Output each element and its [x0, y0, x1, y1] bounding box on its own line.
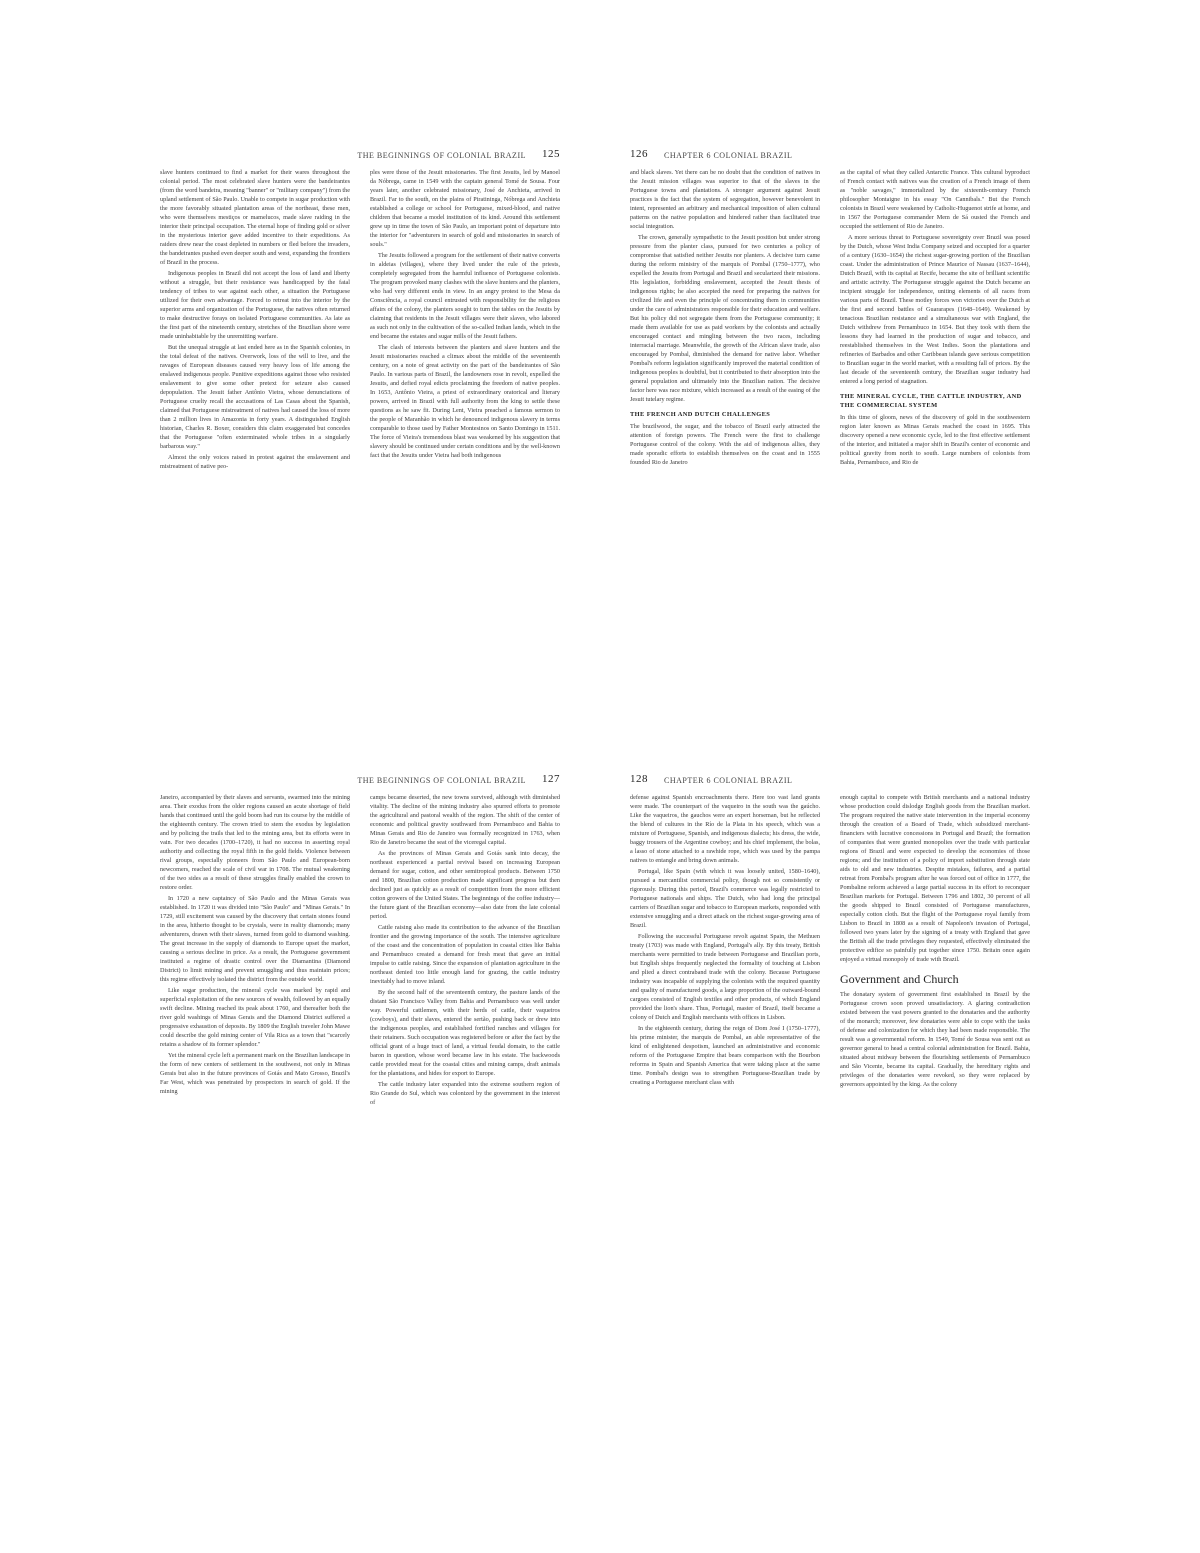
paragraph: In 1720 a new captaincy of São Paulo and the Minas Gerais was established. In 1720 it was divided into "São Paulo" and "Minas Gerais." In 1729, still excitement was caused by the discovery that certain stones found in the area, hitherto thought to be crystals, were in reality diamonds; many adventurers, drawn with their slaves, turned from gold to diamond washing. The great increase in the supply of diamonds to Europe upset the market, causing a serious decline in price. As a result, the Portuguese government instituted a regime of drastic control over the Diamantina (Diamond District) to limit mining and prevent smuggling and thus maintain prices; this regime effectively isolated the district from the outside world.: [160, 895, 350, 983]
paragraph: slave hunters continued to find a market for their wares throughout the colonial period. The most celebrated slave hunters were the bandeirantes (from the word bandeira, meaning "banner" or "military company") from the upland settlement of São Paulo. Unable to compete in sugar production with the more favorably situated plantation areas of the northeast, these men, who were themselves mestiços or mamelucos, made slave raiding in the interior their principal occupation. The eternal hope of finding gold or silver in the mysterious interior gave added incentive to their expeditions. As raiders drew near the coast depleted in numbers or fled before the invaders, the bandeirantes pushed even deeper south and west, expanding the frontiers of Brazil in the process.: [160, 169, 350, 266]
paragraph: The brazilwood, the sugar, and the tobacco of Brazil early attracted the attention of foreign powers. The French were the first to challenge Portuguese control of the colony. With the aid of indigenous allies, they made sporadic efforts to establish themselves on the coast and in 1555 founded Rio de Janeiro: [630, 423, 820, 466]
running-head-title: CHAPTER 6 COLONIAL BRAZIL: [664, 776, 793, 785]
column-left: [160, 168, 350, 758]
paragraph: Janeiro, accompanied by their slaves and servants, swarmed into the mining area. Their exodus from the older regions caused an acute shortage of field hands that continued until the gold boom had run its course by the middle of the eighteenth century. The crown tried to stem the exodus by legislation and by policing the trails that led to the mining area, but its efforts were in vain. For two decades (1700–1720), it had no success in asserting royal authority and collecting the royal fifth in the gold fields. Violence between rival groups, especially pioneers from São Paulo and European-born newcomers, reached the scale of civil war in 1708. The mutual weakening of the two sides as a result of these struggles finally enabled the crown to restore order.: [160, 794, 350, 891]
column-right: [840, 168, 1030, 758]
paragraph: Following the successful Portuguese revolt against Spain, the Methuen treaty (1703) was made with England, Portugal's ally. By this treaty, British merchants were permitted to trade between Portuguese and Brazilian ports, but English ships frequently neglected the formality of touching at Lisbon and plied a direct contraband trade with the colony. Because Portuguese industry was incapable of supplying the colonists with the required quantity and quality of manufactured goods, a large proportion of the outward-bound cargoes consisted of English textiles and other products, of which England provided the lion's share. Thus, Portugal, master of Brazil, itself became a colony of Dutch and English merchants with offices in Lisbon.: [630, 933, 820, 1021]
paragraph: defense against Spanish encroachments there. Here too vast land grants were made. The counterpart of the vaqueiro in the south was the gaúcho. Like the vaqueiros, the gauchos were an expert horseman, but he reflected the blend of cultures in the Río de la Plata in his speech, which was a mixture of Portuguese, Spanish, and indigenous dialects; his dress, the wide, baggy trousers of the Argentine cowboy; and his chief implement, the bolas, a lasso of stone attached to a rawhide rope, which was used by the pampa natives to entangle and bring down animals.: [630, 794, 820, 864]
page-125: [160, 150, 560, 760]
paragraph: By the second half of the seventeenth century, the pasture lands of the distant São Francisco Valley from Bahia and Pernambuco was well under way. Powerful cattlemen, with their herds of cattle, their vaqueiros (cowboys), and their slaves, entered the sertão, pushing back or drew into the indigenous peoples, and established fortified ranches and villages for their retainers. Such occupation was registered before or after the fact by the official grant of a huge tract of land, a virtual feudal domain, to the cattle baron in question, whose word became law in his estate. The backwoods cattle provided meat for the coastal cities and mining camps, draft animals for the plantations, and hides for export to Europe.: [370, 989, 560, 1077]
running-head-title: CHAPTER 6 COLONIAL BRAZIL: [664, 151, 793, 160]
paragraph: Portugal, like Spain (with which it was loosely united, 1580–1640), pursued a mercantilist commercial policy, though not so consistently or rigorously. During this period, Brazil's commerce was legally restricted to Portuguese nationals and ships. The Dutch, who had long the principal carriers of Brazilian sugar and tobacco to European markets, responded with extensive smuggling and a direct attack on the richest sugar-growing area of Brazil.: [630, 868, 820, 929]
paragraph: The clash of interests between the planters and slave hunters and the Jesuit missionaries reached a climax about the middle of the seventeenth century, on a note of great activity on the part of the bandeirantes of São Paulo. In various parts of Brazil, the landowners rose in revolt, expelled the Jesuits, and defied royal edicts proclaiming the freedom of native peoples. In 1653, Antônio Vieira, a priest of extraordinary oratorical and literary powers, arrived in Brazil with full authority from the king to settle these questions as he saw fit. During Lent, Vieira preached a famous sermon to the people of Maranhão in which he denounced indigenous slavery in terms comparable to those used by Father Montesinos on Santo Domingo in 1511. The force of Vieira's tremendous blast was weakened by his suggestion that slavery should be continued under certain conditions and by the well-known fact that the Jesuits under Vieira had both indigenous: [370, 344, 560, 459]
running-head-title: THE BEGINNINGS OF COLONIAL BRAZIL: [357, 776, 526, 785]
page-127: [160, 775, 560, 1385]
paragraph: Almost the only voices raised in protest against the enslavement and mistreatment of native peo-: [160, 454, 350, 470]
running-head: [630, 150, 1030, 168]
page-number: 126: [630, 150, 648, 160]
page-columns: [630, 793, 1030, 1383]
page-columns: [160, 793, 560, 1383]
page-columns: [160, 168, 560, 758]
paragraph: The crown, generally sympathetic to the Jesuit position but under strong pressure from the planter class, pursued for two centuries a policy of compromise that satisfied neither Jesuits nor planters. A decisive turn came during the reform ministry of the marquis of Pombal (1750–1777), who expelled the Jesuits from Portugal and Brazil and secularized their missions. His legislation, forbidding enslavement, accepted the Jesuit thesis of indigenous rights; he also accepted the need for preparing the natives for civilized life and even the principle of concentrating them in communities under the care of administrators responsible for their education and welfare. But his policy did not segregate them from the Portuguese community; it made them available for use as paid workers by the colonists and actually encouraged contact and mingling between the two races, including interracial marriage. Meanwhile, the growth of the African slave trade, also encouraged by Pombal, diminished the demand for native labor. Whether Pombal's reform legislation significantly improved the material condition of indigenous peoples is doubtful, but it contributed to their absorption into the general population and ultimately into the Brazilian nation. The decisive factor here was race mixture, which increased as a result of the easing of the Jesuit tutelary regime.: [630, 234, 820, 403]
paragraph: But the unequal struggle at last ended here as in the Spanish colonies, in the total defeat of the natives. Overwork, loss of the will to live, and the ravages of European diseases caused very heavy loss of life among the enslaved indigenous people. Punitive expeditions against those who resisted enslavement to give some other pretext for seizure also caused depopulation. The Jesuit father Antônio Vieira, whose denunciations of Portuguese cruelty recall the accusations of Las Casas about the Spanish, claimed that Portuguese mistreatment of natives had caused the loss of more than 2 million lives in Amazonia in forty years. A distinguished English historian, Charles R. Boxer, considers this claim exaggerated but concedes that the Portuguese "often exterminated whole tribes in a singularly barbarous way.": [160, 344, 350, 450]
column-right: [370, 793, 560, 1383]
running-head: [160, 150, 560, 168]
paragraph: As the provinces of Minas Gerais and Goiás sank into decay, the northeast experienced a partial revival based on increasing European demand for sugar, cotton, and other semitropical products. Between 1750 and 1800, Brazilian cotton production made significant progress but then declined just as quickly as a result of competition from the more efficient cotton growers of the United States. The beginnings of the coffee industry—the future giant of the Brazilian economy—also date from the late colonial period.: [370, 850, 560, 920]
column-right: [840, 793, 1030, 1383]
page-number: 128: [630, 775, 648, 785]
paragraph: A more serious threat to Portuguese sovereignty over Brazil was posed by the Dutch, whose West India Company seized and occupied for a quarter of a century (1630–1654) the richest sugar-growing portion of the Brazilian coast. Under the administration of Prince Maurice of Nassau (1637–1644), Dutch Brazil, with its capital at Recife, became the site of brilliant scientific and artistic activity. The Portuguese struggle against the Dutch became an incipient struggle for independence, uniting elements of all races from various parts of Brazil. These motley forces won victories over the Dutch at the first and second battles of Guararapes (1648–1649). Weakened by tenacious Brazilian resistance and a simultaneous war with England, the Dutch withdrew from Pernambuco in 1654. But they took with them the lessons they had learned in the production of sugar and tobacco, and reestablished themselves in the West Indies. Soon the plantations and refineries of Barbados and other Caribbean islands gave serious competition to Brazilian sugar in the world market, with a resulting fall of prices. By the last decade of the seventeenth century, the Brazilian sugar industry had entered a long period of stagnation.: [840, 234, 1030, 385]
column-right: [370, 168, 560, 758]
column-left: [630, 793, 820, 1383]
column-left: [630, 168, 820, 758]
section-heading: THE FRENCH AND DUTCH CHALLENGES: [630, 411, 771, 418]
paragraph: Indigenous peoples in Brazil did not accept the loss of land and liberty without a struggle, but their resistance was handicapped by the fatal tendency of tribes to war against each other, a situation the Portuguese utilized for their own advantage. Forced to retreat into the interior by the superior arms and organization of the Portuguese, the natives often returned to make destructive forays on isolated Portuguese communities. As late as the first part of the nineteenth century, stretches of the Brazilian shore were made uninhabitable by the unremitting warfare.: [160, 270, 350, 340]
section-heading: THE MINERAL CYCLE, THE CATTLE INDUSTRY, AND THE COMMERCIAL SYSTEM: [840, 393, 1022, 409]
paragraph: Like sugar production, the mineral cycle was marked by rapid and superficial exploitation of the new sources of wealth, followed by an equally swift decline. Mining reached its peak about 1760, and thereafter both the river gold washings of Minas Gerais and the Diamond District suffered a progressive exhaustion of deposits. By 1809 the English traveler John Mawe could describe the gold mining center of Vila Rica as a town that "scarcely retains a shadow of its former splendor.": [160, 987, 350, 1048]
running-head-title: THE BEGINNINGS OF COLONIAL BRAZIL: [357, 151, 526, 160]
paragraph: camps became deserted, the new towns survived, although with diminished vitality. The decline of the mining industry also spurred efforts to promote the agricultural and pastoral wealth of the region. The shift of the center of economic and political gravity southward from Pernambuco and Bahia to Minas Gerais and Rio de Janeiro was formally recognized in 1763, when Rio de Janeiro became the seat of the viceregal capital.: [370, 794, 560, 846]
paragraph: In the eighteenth century, during the reign of Dom José I (1750–1777), his prime minister, the marquis de Pombal, an able representative of the kind of enlightened despotism, launched an administrative and economic reform of the Portuguese Empire that bears comparison with the Bourbon reforms in Spain and Spanish America that were taking place at the same time. Pombal's design was to strengthen Portuguese-Brazilian trade by creating a Portuguese merchant class with: [630, 1025, 820, 1086]
paragraph: The cattle industry later expanded into the extreme southern region of Rio Grande do Sul, which was colonized by the government in the interest of: [370, 1081, 560, 1106]
paragraph: as the capital of what they called Antarctic France. This cultural byproduct of French contact with natives was the creation of a French image of them as "noble savages," immortalized by the sixteenth-century French philosopher Montaigne in his essay "On Cannibals." But the French colonists in Brazil were weakened by Catholic-Huguenot strife at home, and in 1567 the Portuguese commander Mem de Sá ousted the French and occupied the settlement of Rio de Janeiro.: [840, 169, 1030, 230]
running-head: [630, 775, 1030, 793]
paragraph: The Jesuits followed a program for the settlement of their native converts in aldeias (villages), where they lived under the rule of the priests, completely segregated from the harmful influence of Portuguese colonists. The program provoked many clashes with the slave hunters and the planters, who had very different ends in view. In an angry protest to the Mesa da Consciência, a royal council entrusted with responsibility for the religious affairs of the colony, the planters sought to turn the tables on the Jesuits by claiming that residents in the Jesuit villages were their slaves, who labored as such not only in the cultivation of the so-called Indian lands, which in the end became the estates and sugar mills of the Jesuit fathers.: [370, 252, 560, 340]
paragraph: The donatary system of government first established in Brazil by the Portuguese crown soon proved unsatisfactory. A glaring contradiction existed between the vast powers granted to the donataries and the authority of the monarch; moreover, few donataries were able to cope with the tasks of defense and colonization for which they had been made responsible. The result was a governmental reform. In 1549, Tomé de Sousa was sent out as governor general to head a central colonial administration for Brazil. Bahia, situated about midway between the flourishing settlements of Pernambuco and São Vicente, became its capital. Gradually, the hereditary rights and privileges of the donataries were revoked, so they were replaced by governors appointed by the king. As the colony: [840, 991, 1030, 1088]
page-128: [630, 775, 1030, 1385]
paragraph: Yet the mineral cycle left a permanent mark on the Brazilian landscape in the form of new centers of settlement in the southwest, not only in Minas Gerais but also in the future provinces of Goiás and Mato Grosso, Brazil's Far West, which was penetrated by prospectors in search of gold. If the mining: [160, 1052, 350, 1095]
page-number: 127: [542, 775, 560, 785]
section-title: Government and Church: [840, 972, 959, 986]
column-left: [160, 793, 350, 1383]
paragraph: Cattle raising also made its contribution to the advance of the Brazilian frontier and the growing importance of the south. The intensive agriculture of the coast and the concentration of population in coastal cities like Bahia and Pernambuco created a demand for fresh meat that gave an initial impulse to cattle raising. Since the expansion of plantation agriculture in the northeast denied too little enough land for grazing, the cattle industry inevitably had to move inland.: [370, 924, 560, 985]
paragraph: ples were those of the Jesuit missionaries. The first Jesuits, led by Manoel da Nóbrega, came in 1549 with the captain general Tomé de Sousa. Four years later, another celebrated missionary, José de Anchieta, arrived in Brazil. Far to the south, on the plains of Piratininga, Nóbrega and Anchieta established a college or school for Portuguese, mixed-blood, and native children that became a model institution of its kind. Around this settlement grew up in time the town of São Paulo, an important point of departure into the interior for "adventurers in search of gold and missionaries in search of souls.": [370, 169, 560, 248]
page-columns: [630, 168, 1030, 758]
page-126: [630, 150, 1030, 760]
running-head: [160, 775, 560, 793]
page-number: 125: [542, 150, 560, 160]
paragraph: and black slaves. Yet there can be no doubt that the condition of natives in the Jesuit mission villages was superior to that of the slaves in the Portuguese towns and plantations. A stronger argument against Jesuit practices is the fact that the system of segregation, however benevolent in intent, represented an arbitrary and mechanical imposition of alien cultural patterns on the native population and hindered rather than facilitated true social integration.: [630, 169, 820, 230]
paragraph: In this time of gloom, news of the discovery of gold in the southwestern region later known as Minas Gerais reached the coast in 1695. This discovery opened a new economic cycle, led to the first effective settlement of the interior, and initiated a major shift in Brazil's center of economic and political gravity from north to south. Large numbers of colonists from Bahia, Pernambuco, and Rio de: [840, 414, 1030, 466]
paragraph: enough capital to compete with British merchants and a national industry whose production could dislodge English goods from the Brazilian market. The program required the native state intervention in the imperial economy through the creation of a Board of Trade, which subsidized merchant-financiers with lucrative concessions in Portugal and Brazil; the formation of companies that were granted monopolies over the trade with particular regions of Brazil and were expected to develop the economies of those regions; and the institution of a policy of import substitution through state aids to old and new industries. Despite mistakes, failures, and a partial retreat from Pombal's program after he was forced out of office in 1777, the Pombaline reform achieved a large partial success in its effort to reconquer Brazilian markets for Portugal. Between 1796 and 1802, 30 percent of all the goods shipped to Brazil consisted of Portuguese manufactures, especially cotton cloth. But the flight of the Portuguese royal family from Lisbon to Brazil in 1808 as a result of Napoleon's invasion of Portugal, followed two years later by the signing of a treaty with England that gave the British all the trade privileges they requested, effectively eliminated the protective edifice so painfully put together since 1750. Britain once again enjoyed a virtual monopoly of trade with Brazil.: [840, 794, 1030, 963]
